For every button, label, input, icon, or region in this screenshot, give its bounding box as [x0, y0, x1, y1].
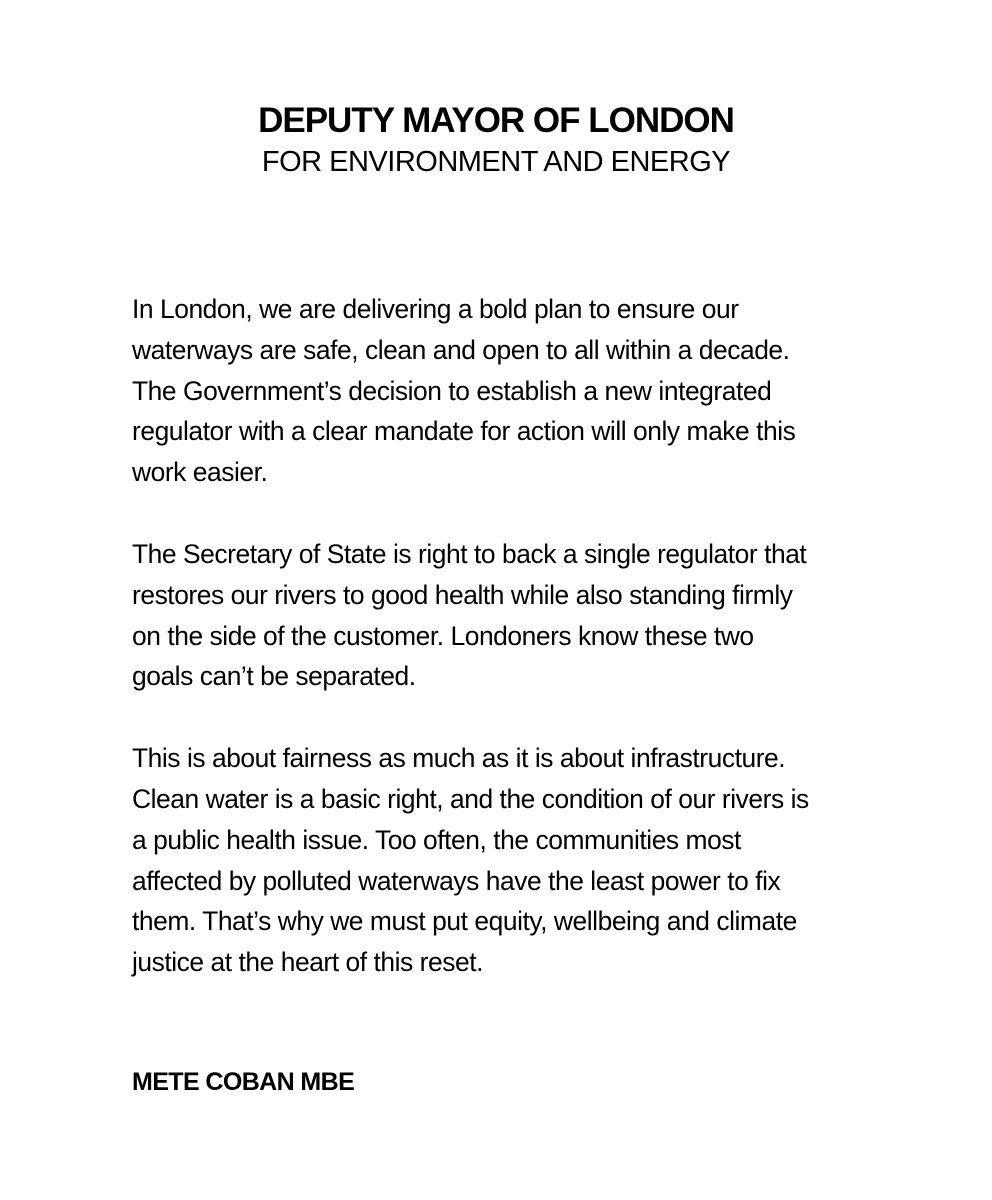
paragraph-line: The Government’s decision to establish a new integrated: [132, 375, 772, 406]
paragraph-line: Clean water is a basic right, and the condition of our rivers is: [132, 783, 809, 814]
page-title: DEPUTY MAYOR OF LONDON: [258, 101, 734, 140]
paragraph-line: regulator with a clear mandate for action will only make this: [132, 416, 796, 447]
paragraph-line: work easier.: [132, 457, 268, 488]
page-subtitle: FOR ENVIRONMENT AND ENERGY: [261, 146, 731, 178]
paragraph-line: This is about fairness as much as it is about infrastructure.: [132, 743, 786, 774]
paragraph-line: them. That’s why we must put equity, wellbeing and climate: [132, 906, 797, 937]
paragraph-line: goals can’t be separated.: [132, 661, 416, 692]
paragraph-line: The Secretary of State is right to back a single regulator that: [132, 538, 807, 569]
paragraph-line: on the side of the customer. Londoners know these two: [132, 620, 754, 651]
statement-body: [132, 289, 872, 1024]
paragraph-line: waterways are safe, clean and open to all within a decade.: [132, 334, 790, 365]
paragraph-line: justice at the heart of this reset.: [132, 947, 483, 978]
paragraph-line: affected by polluted waterways have the least power to fix: [132, 865, 781, 896]
paragraph-line: In London, we are delivering a bold plan to ensure our: [132, 294, 739, 324]
paragraph-3: [132, 738, 872, 983]
paragraph-line: a public health issue. Too often, the communities most: [132, 824, 741, 855]
signature: METE COBAN MBE: [132, 1068, 355, 1096]
paragraph-line: restores our rivers to good health while also standing firmly: [132, 579, 793, 610]
paragraph-2: [132, 534, 872, 697]
paragraph-1: [132, 289, 872, 493]
